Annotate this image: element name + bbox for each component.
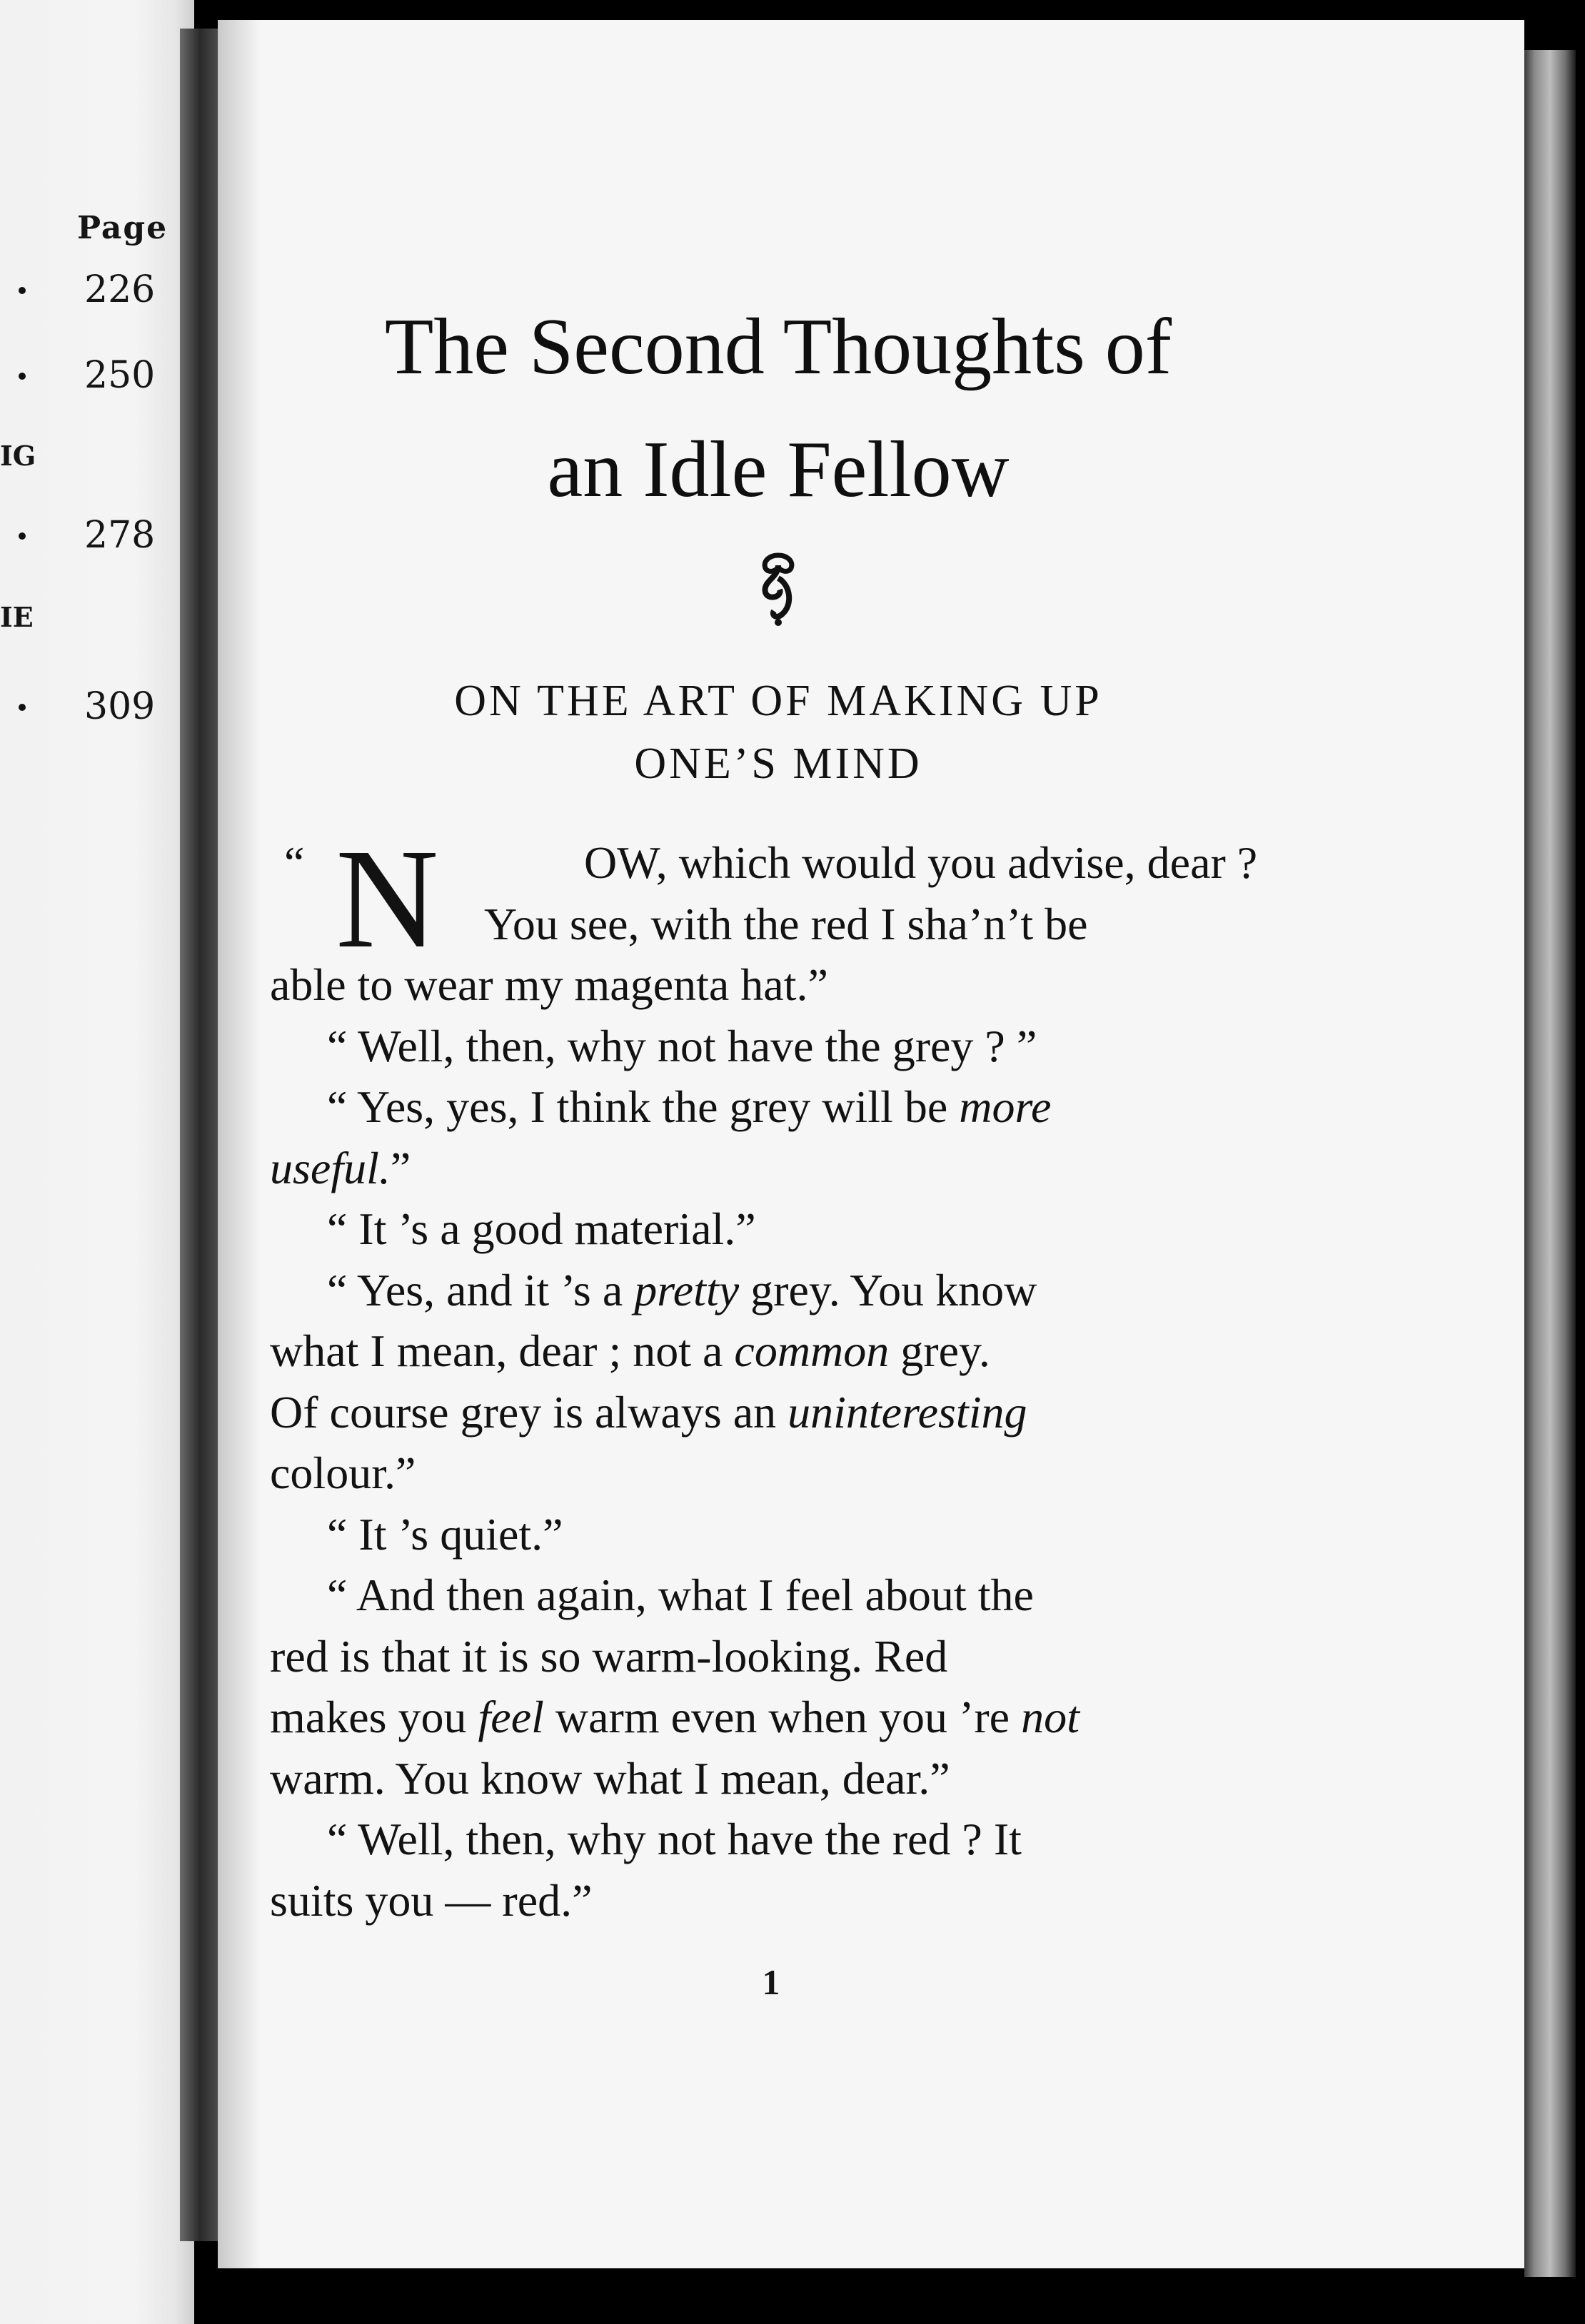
text-span: Of course grey is always an <box>270 1386 788 1438</box>
opening-quote: “ <box>284 837 305 888</box>
book-title-line: The Second Thoughts of <box>384 303 1172 391</box>
text-line: “ It ’s a good material.” <box>327 1203 756 1254</box>
toc-page-number: 309 <box>84 685 156 728</box>
italic-span: uninteresting <box>788 1386 1027 1438</box>
text-line: colour.” <box>270 1448 416 1498</box>
text-line <box>270 1320 1269 1382</box>
page-edges <box>1524 50 1576 2277</box>
text-span: ” <box>390 1142 411 1193</box>
text-span: grey. <box>889 1325 990 1376</box>
left-page <box>0 0 194 2324</box>
text-span: makes you <box>270 1692 478 1742</box>
text-span: what I mean, dear ; not a <box>270 1325 735 1376</box>
chapter-heading <box>278 670 1278 795</box>
toc-entry <box>0 268 194 318</box>
drop-cap: N <box>336 820 439 978</box>
book-title-line: an Idle Fellow <box>547 425 1010 514</box>
toc-entry <box>0 685 194 735</box>
text-span: “ Yes, and it ’s a <box>327 1264 635 1315</box>
italic-span: not <box>1021 1692 1080 1742</box>
text-line: “ It ’s quiet.” <box>327 1508 563 1560</box>
text-span: You see, with the red I sha’n’t be <box>484 898 1088 949</box>
chapter-heading-line: ON THE ART OF MAKING UP <box>454 677 1102 725</box>
leader-dot <box>19 373 26 380</box>
body-text <box>270 820 1269 1931</box>
text-line: warm. You know what I mean, dear.” <box>270 1752 950 1804</box>
leader-dot <box>19 532 26 540</box>
text-line: suits you — red.” <box>270 1874 593 1926</box>
italic-span: feel <box>478 1692 544 1742</box>
toc-page-number: 278 <box>84 514 156 557</box>
text-line: “ Well, then, why not have the grey ? ” <box>327 1020 1037 1071</box>
toc-title-fragment: IE <box>0 601 34 633</box>
italic-span: pretty <box>634 1264 740 1315</box>
book-title <box>278 286 1278 531</box>
page-number: 1 <box>762 1962 780 2002</box>
text-span: warm even when you ’re <box>543 1692 1022 1742</box>
italic-span: useful. <box>270 1142 391 1193</box>
text-line <box>270 1687 1269 1748</box>
toc-page-number: 226 <box>84 268 156 311</box>
text-line: “ And then again, what I feel about the <box>327 1570 1034 1620</box>
text-line: red is that it is so warm-looking. Red <box>270 1630 948 1682</box>
italic-span: more <box>959 1081 1052 1132</box>
toc-title-fragment: IG <box>0 440 36 472</box>
italic-span: common <box>734 1325 890 1376</box>
text-span: grey. You know <box>739 1264 1037 1315</box>
contents-page-heading: Page <box>77 210 168 246</box>
text-line <box>270 1382 1269 1443</box>
text-line <box>270 1138 1269 1199</box>
text-span: “ Yes, yes, I think the grey will be <box>327 1081 960 1132</box>
toc-page-number: 250 <box>84 354 156 397</box>
fleuron-ornament-icon <box>750 550 807 628</box>
toc-entry <box>0 354 194 404</box>
toc-entry <box>0 514 194 564</box>
text-line: able to wear my magenta hat.” <box>270 959 828 1010</box>
text-line <box>270 1076 1269 1138</box>
text-span: OW, which would you advise, dear ? <box>584 837 1258 888</box>
text-line <box>270 1260 1269 1321</box>
chapter-heading-line: ONE’S MIND <box>634 739 922 788</box>
gutter-shadow <box>218 20 261 2268</box>
text-line: “ Well, then, why not have the red ? It <box>327 1814 1022 1864</box>
text-line <box>270 894 1269 955</box>
leader-dot <box>19 704 26 711</box>
leader-dot <box>19 287 26 294</box>
